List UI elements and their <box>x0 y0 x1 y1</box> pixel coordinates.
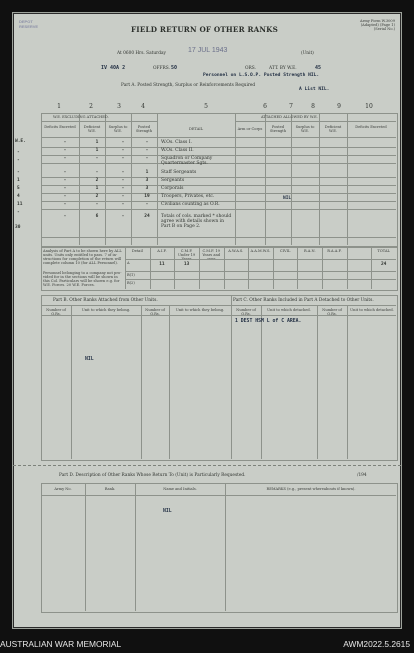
row-value-c3: - <box>121 186 125 191</box>
sub-header-surplus-right: Surplus to W.E. <box>295 125 315 133</box>
col-num-8: 8 <box>311 103 315 110</box>
ors-label: ORS. <box>245 66 256 71</box>
form-page <box>12 12 402 629</box>
row-value-c2: - <box>95 156 99 161</box>
row-value-c3: - <box>121 156 125 161</box>
analysis-value-total: 24 <box>380 262 387 267</box>
archive-footer <box>0 629 414 653</box>
row-value-c3: - <box>121 170 125 175</box>
sub-header-deficient-right: Deficient W.E. <box>324 125 342 133</box>
sub-header-posted-right: Posted Strength <box>269 125 287 133</box>
part-c-col-1: Number of O.Rs. <box>236 308 256 316</box>
row-detail: Staff Sergeants <box>161 170 197 175</box>
tear-line <box>13 465 401 466</box>
column-numbers <box>13 103 401 111</box>
analysis-col-header: A.W.A.S. <box>228 249 244 253</box>
row-detail: Totals of cols. marked * should agree with details shown in Part B on Page 2. <box>161 214 232 229</box>
analysis-value-aif: 11 <box>159 262 165 267</box>
detail-header: DETAIL <box>189 127 204 131</box>
part-c-col-3: Number of O.Rs. <box>322 308 342 316</box>
unit-label: (Unit) <box>301 51 314 56</box>
analysis-col-header: TOTAL <box>377 249 390 253</box>
analysis-col-header: Detail <box>131 249 143 253</box>
row-value-c3: - <box>121 148 125 153</box>
form-ref-line-1: Army Form W.3009 <box>360 19 395 23</box>
part-c-entry: 1 DEST HSM L of C AREA. <box>235 319 302 324</box>
row-value-c1: - <box>63 156 67 161</box>
side-letter-10: 30 <box>15 225 21 230</box>
part-d-col-3: Name and Initials. <box>163 487 197 491</box>
row-detail: Corporals <box>161 186 184 191</box>
row-value-c1: - <box>63 214 67 219</box>
side-letter-4: - <box>17 170 20 175</box>
row-value-c2: 6 <box>95 214 99 219</box>
row-value-c1: - <box>63 140 67 145</box>
typed-unit: IV 40A 2 <box>101 65 126 71</box>
row-value-c3: - <box>121 140 125 145</box>
side-letter-9: - <box>17 210 20 215</box>
analysis-col-header: R.A.N. <box>303 249 316 253</box>
row-value-c1: - <box>63 194 67 199</box>
part-d-col-4: REMARKS (e.g., present whereabouts if known). <box>266 487 356 491</box>
sub-header-deficits-right: Deficits Excreted <box>355 125 387 129</box>
row-value-c4: 1 <box>145 170 149 175</box>
row-value-c2: - <box>95 170 99 175</box>
col-num-5: 5 <box>204 103 208 110</box>
row-value-c2: 2 <box>95 194 99 199</box>
row-value-c4: 24 <box>144 214 150 219</box>
side-letter-7: 4 <box>17 194 20 199</box>
row-value-c2: 1 <box>95 148 99 153</box>
attached-header: ATTACHED ALLOWED BY W.E. <box>261 115 318 119</box>
we-header: W.E. EXCLUDING ATTACHED. <box>53 115 109 119</box>
row-value-c3: - <box>121 214 125 219</box>
side-letter-2: - <box>17 150 20 155</box>
row-value-c4: - <box>145 148 149 153</box>
sub-header-posted: Posted Strength <box>135 125 153 133</box>
part-d-table <box>41 483 398 613</box>
sub-header-deficits: Deficits Excreted <box>44 125 76 129</box>
part-c-heading: Part C. Other Ranks Included in Part A Detached to Other Units. <box>233 298 374 303</box>
analysis-row-label: A <box>127 261 130 265</box>
part-c-col-2: Unit to which detached. <box>267 308 311 312</box>
col-num-9: 9 <box>337 103 341 110</box>
side-letter-5: 1 <box>17 178 20 183</box>
row-value-c3: - <box>121 202 125 207</box>
analysis-col-header: A.A.M.W.S. <box>250 249 271 253</box>
sub-header-arm: Arm or Corps <box>237 127 263 131</box>
part-d-col-2: Rank. <box>104 487 116 491</box>
col-num-4: 4 <box>141 103 145 110</box>
analysis-row-label: B(1) <box>127 273 135 277</box>
part-b-heading: Part B. Other Ranks Attached from Other Units. <box>53 298 158 303</box>
row-detail: W.Os. Class I. <box>161 140 192 145</box>
col-num-1: 1 <box>57 103 61 110</box>
row-value-c1: - <box>63 170 67 175</box>
col-num-6: 6 <box>263 103 267 110</box>
part-b-col-3: Number of O.Rs. <box>145 308 165 316</box>
analysis-col-header: C.M.F. 19 Years and over <box>202 249 221 261</box>
typed-serial: 45 <box>315 65 322 71</box>
row-detail: W.Os. Class II. <box>161 148 194 153</box>
row-value-c4: 3 <box>145 178 149 183</box>
row-detail: Sergeants <box>161 178 185 183</box>
col-num-7: 7 <box>289 103 293 110</box>
stamp-line-1: DEPOT <box>19 19 33 24</box>
part-d-nil: NIL <box>163 509 172 514</box>
depot-stamp <box>19 19 38 29</box>
footer-credit: AUSTRALIAN WAR MEMORIAL <box>0 639 122 649</box>
row-divider <box>41 209 396 210</box>
part-b-col-2: Unit to which they belong. <box>81 308 131 312</box>
analysis-row-label: B(2) <box>127 281 135 285</box>
row-value-c2: 1 <box>95 140 99 145</box>
part-d-heading: Part D. Description of Other Ranks Whose Return To (Unit) is Particularly Requested. <box>59 473 246 478</box>
part-c-col-4: Unit to which detached. <box>350 308 394 312</box>
row-value-c4: - <box>145 156 149 161</box>
sub-header-surplus: Surplus to W.E. <box>108 125 128 133</box>
row-detail: Civilians counting as O.R. <box>161 202 220 207</box>
at-time-label: At 0600 Hrs. Saturday <box>117 51 166 56</box>
analysis-col-header: R.A.A.F. <box>327 249 342 253</box>
row-value-c2: - <box>95 202 99 207</box>
row-value-c1: - <box>63 178 67 183</box>
row-value-c1: - <box>63 148 67 153</box>
analysis-col-header: C.M.F. Under 19 Years <box>177 249 196 261</box>
row-value-c1: - <box>63 202 67 207</box>
typed-personnel: Personnel on L.S.O.P. Posted Strength NIL. <box>203 73 320 78</box>
analysis-value-cmf: 13 <box>183 262 190 267</box>
row-detail: Squadron or Company Quartermaster Sgts. <box>161 156 213 166</box>
row-value-c4: 3 <box>145 186 149 191</box>
row-detail: Troopers, Privates, etc. <box>161 194 215 199</box>
analysis-note: Personnel belonging to a company not pro-vided for in the sections will be shown in this Col. Particulars will be shown e.g. for W.E. Forces. 20 W.E. Forces. <box>43 271 122 287</box>
sub-header-deficient: Deficient W.E. <box>83 125 101 133</box>
part-d-col-1: Army No. <box>54 487 72 491</box>
side-letter-1: W.E. <box>15 139 26 144</box>
part-b-col-1: Number of O.Rs. <box>46 308 66 316</box>
row-divider <box>41 237 396 238</box>
side-letter-6: 5 <box>17 186 20 191</box>
part-bc-block <box>41 295 398 461</box>
analysis-col-header: CIVIL <box>279 249 291 253</box>
part-d-date: /194 <box>357 473 367 478</box>
stamp-line-2: RESERVE <box>19 24 39 29</box>
attached-nil: NIL <box>283 196 292 201</box>
col-num-2: 2 <box>89 103 93 110</box>
form-reference <box>360 19 395 31</box>
form-title: FIELD RETURN OF OTHER RANKS <box>131 25 279 34</box>
analysis-text: Analysis of Part A to be shown here by ALL units. Units only entitled to pass. 7 of in-structions for completion of the return will complete column 10 (for ALL Personnel). <box>43 249 122 265</box>
row-value-c2: 2 <box>95 178 99 183</box>
part-b-col-4: Unit to which they belong. <box>175 308 225 312</box>
row-value-c3: - <box>121 178 125 183</box>
date-stamp: 17 JUL 1943 <box>188 47 228 54</box>
col-num-3: 3 <box>117 103 121 110</box>
form-ref-line-3: (Serial No.) <box>373 27 395 31</box>
part-a-heading: Part A. Posted Strength, Surplus or Reinforcements Required <box>121 83 256 88</box>
att-label: ATT. BY W.E. <box>269 66 297 71</box>
side-letter-3: - <box>17 158 20 163</box>
row-value-c2: 1 <box>95 186 99 191</box>
typed-list: A List NIL. <box>299 87 330 92</box>
analysis-col-header: A.I.F. <box>157 249 167 253</box>
row-value-c4: 19 <box>144 194 150 199</box>
part-b-nil: NIL <box>85 357 94 362</box>
typed-offrs: 50 <box>171 65 178 71</box>
row-value-c3: - <box>121 194 125 199</box>
row-value-c4: - <box>145 140 149 145</box>
offrs-label: OFFRS. <box>153 66 170 71</box>
row-value-c1: - <box>63 186 67 191</box>
form-ref-line-2: (Adapted) (Page 1) <box>360 23 395 27</box>
row-value-c4: - <box>145 202 149 207</box>
col-num-10: 10 <box>365 103 373 110</box>
side-letter-8: 11 <box>17 202 23 207</box>
footer-reference: AWM2022.5.2615 <box>343 639 410 649</box>
